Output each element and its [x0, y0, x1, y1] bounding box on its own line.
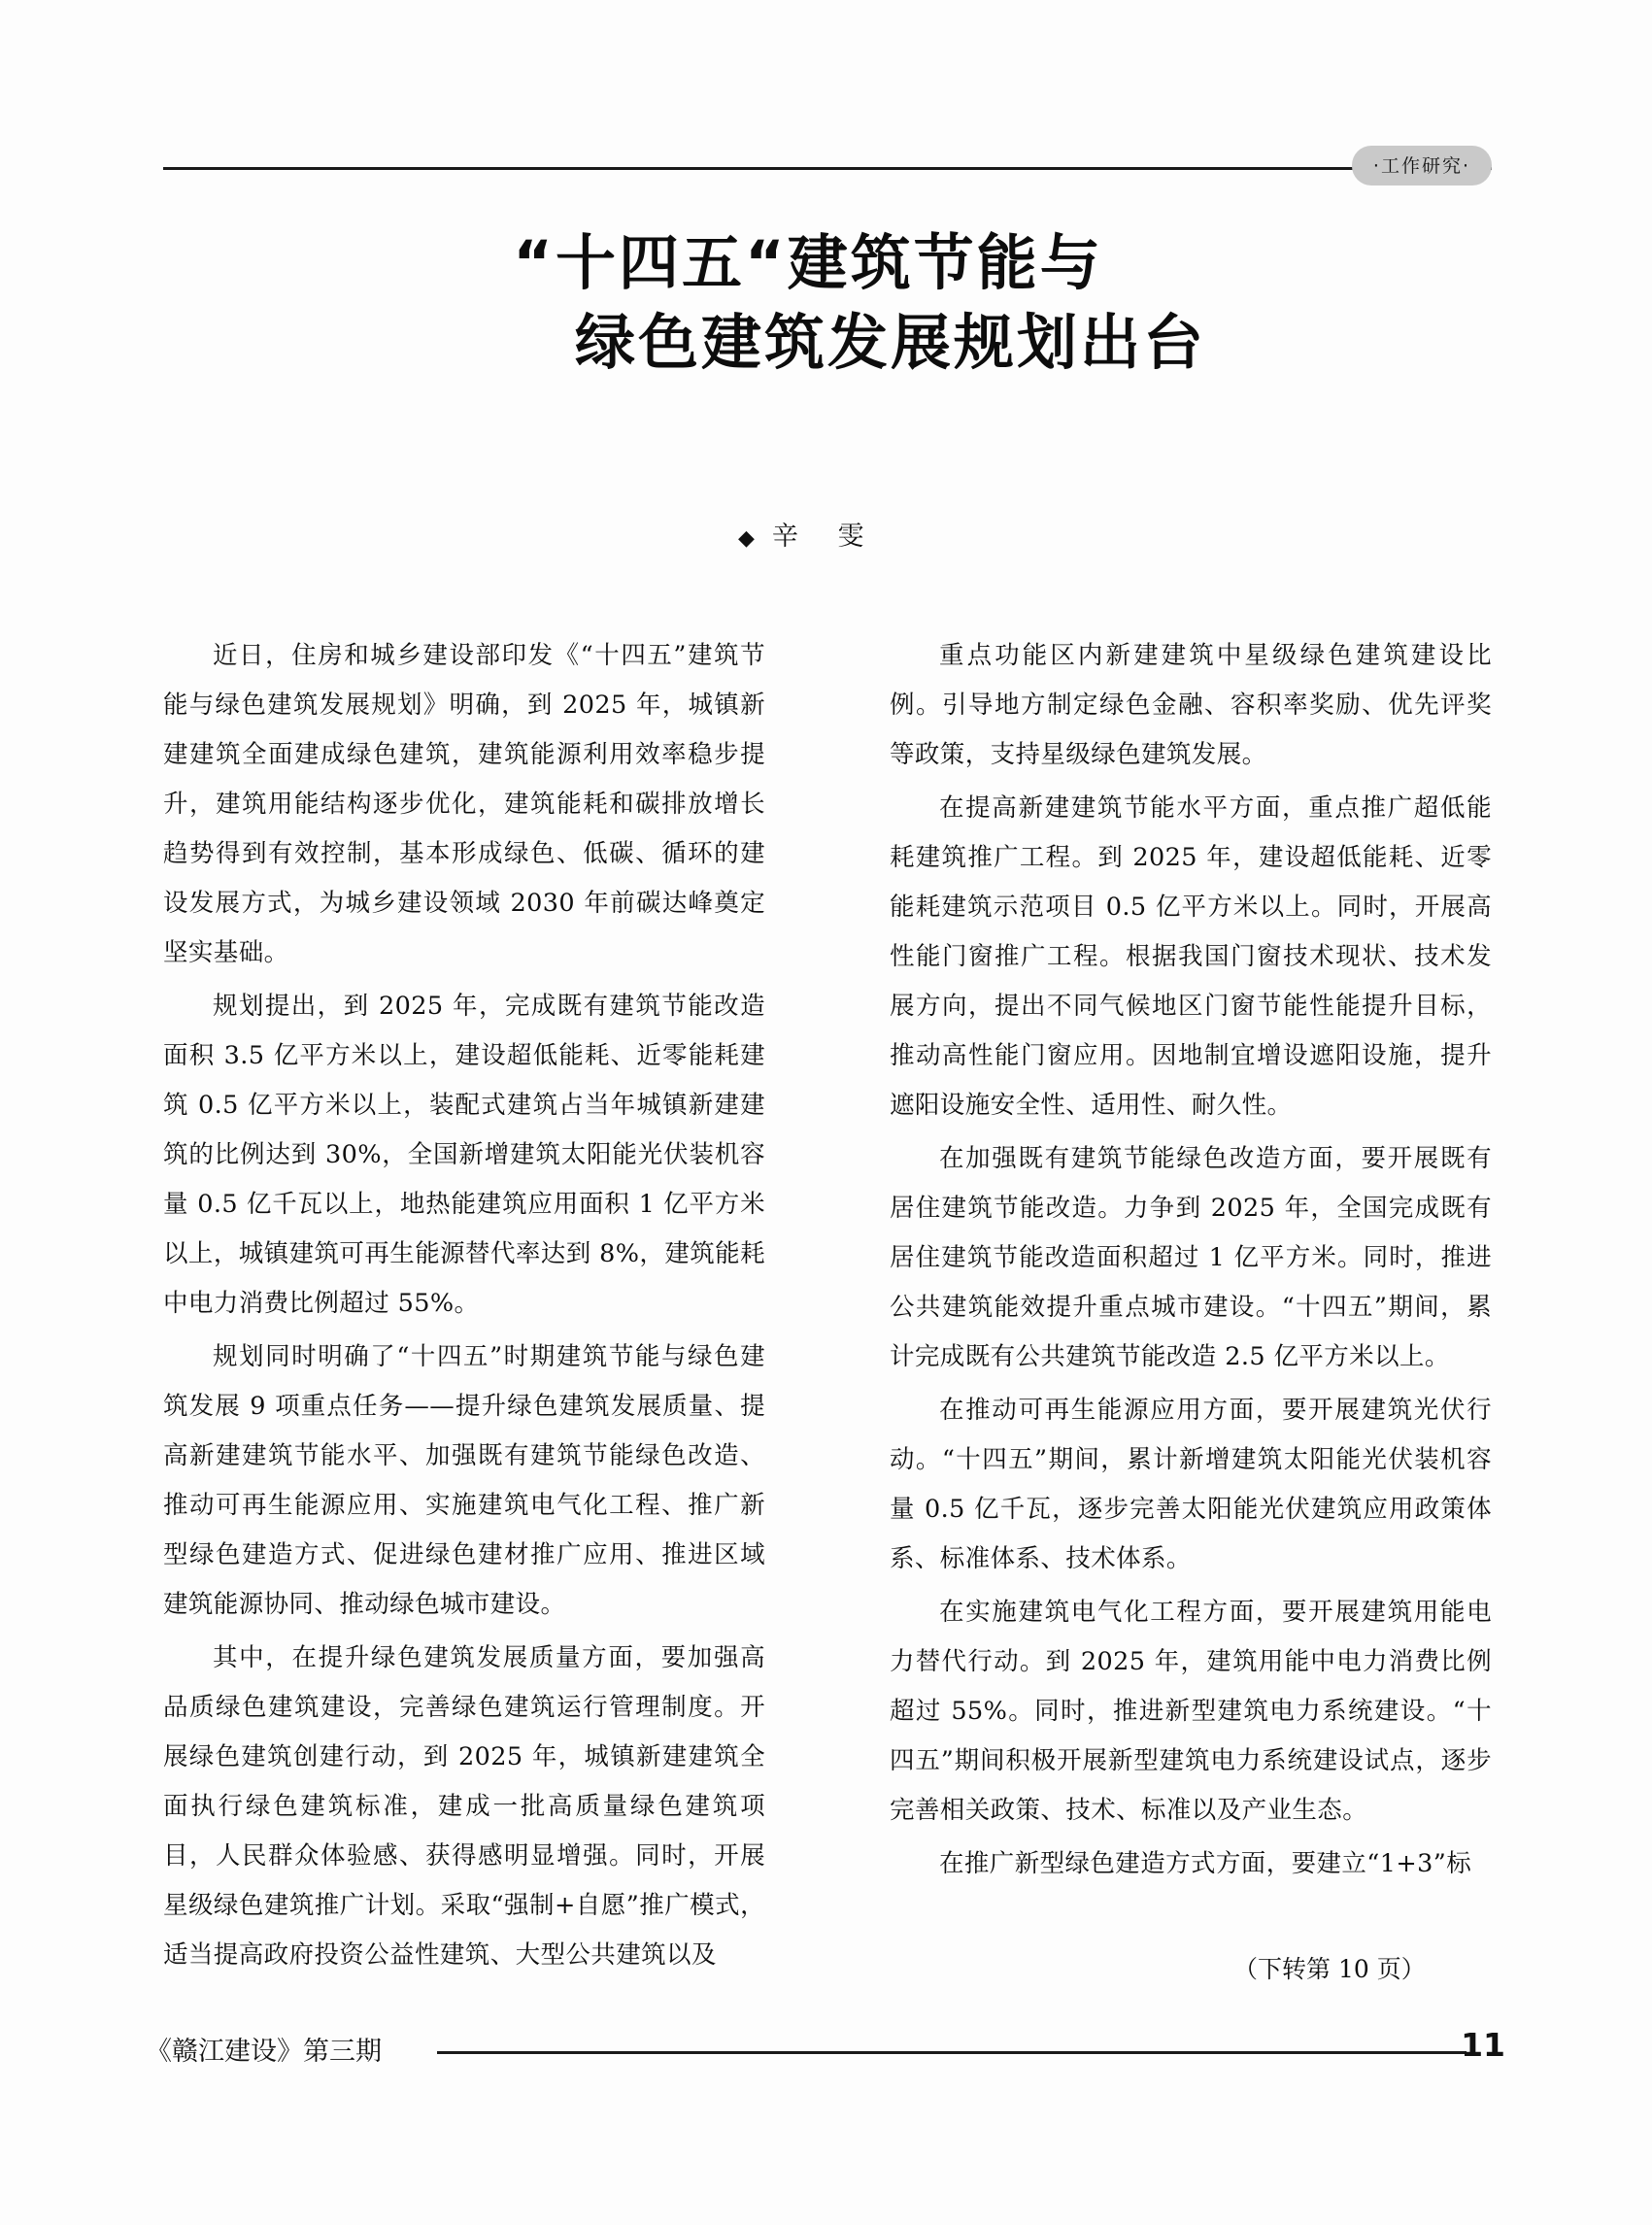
author-name: 辛 雯: [771, 522, 880, 552]
article-title: [163, 223, 1492, 383]
right-column: [890, 631, 1492, 1893]
continuation-note: （下转第 10 页）: [1233, 1955, 1426, 1983]
title-line-2: 绿色建筑发展规划出台: [574, 306, 1206, 378]
paragraph: 在实施建筑电气化工程方面，要开展建筑用能电力替代行动。到 2025 年，建筑用能中电力消费比例超过 55%。同时，推进新型建筑电力系统建设。“十四五”期间积极开展新型建筑电力系统建设试点，逐步完善相关政策、技术、标准以及产业生态。: [890, 1598, 1492, 1825]
publication-name: 《赣江建设》第三期: [146, 2037, 382, 2067]
diamond-icon: ◆: [738, 526, 760, 551]
left-column: [163, 631, 765, 1984]
paragraph: 规划同时明确了“十四五”时期建筑节能与绿色建筑发展 9 项重点任务——提升绿色建筑发展质量、提高新建建筑节能水平、加强既有建筑节能绿色改造、推动可再生能源应用、实施建筑电气化工程、推广新型绿色建造方式、促进绿色建材推广应用、推进区域建筑能源协同、推动绿色城市建设。: [163, 1342, 765, 1619]
paragraph: 在提高新建建筑节能水平方面，重点推广超低能耗建筑推广工程。到 2025 年，建设超低能耗、近零能耗建筑示范项目 0.5 亿平方米以上。同时，开展高性能门窗推广工程。根据我国门窗技术现状、技术发展方向，提出不同气候地区门窗节能性能提升目标，推动高性能门窗应用。因地制宜增设遮阳设施，提升遮阳设施安全性、适用性、耐久性。: [890, 793, 1492, 1120]
paragraph: 在推广新型绿色建造方式方面，要建立“1+3”标: [939, 1849, 1472, 1878]
paragraph: 其中，在提升绿色建筑发展质量方面，要加强高品质绿色建筑建设，完善绿色建筑运行管理制度。开展绿色建筑创建行动，到 2025 年，城镇新建建筑全面执行绿色建筑标准，建成一批高质量绿色建筑项目，人民群众体验感、获得感明显增强。同时，开展星级绿色建筑推广计划。采取“强制+自愿”推广模式，适当提高政府投资公益性建筑、大型公共建筑以及: [163, 1643, 765, 1970]
paragraph: 规划提出，到 2025 年，完成既有建筑节能改造面积 3.5 亿平方米以上，建设超低能耗、近零能耗建筑 0.5 亿平方米以上，装配式建筑占当年城镇新建建筑的比例达到 30%，全国新增建筑太阳能光伏装机容量 0.5 亿千瓦以上，地热能建筑应用面积 1 亿平方米以上，城镇建筑可再生能源替代率达到 8%，建筑能耗中电力消费比例超过 55%。: [163, 992, 765, 1318]
paragraph: 在推动可再生能源应用方面，要开展建筑光伏行动。“十四五”期间，累计新增建筑太阳能光伏装机容量 0.5 亿千瓦，逐步完善太阳能光伏建筑应用政策体系、标准体系、技术体系。: [890, 1396, 1492, 1573]
title-line-1: “十四五“建筑节能与: [513, 227, 1103, 298]
paragraph: 近日，住房和城乡建设部印发《“十四五”建筑节能与绿色建筑发展规划》明确，到 2025 年，城镇新建建筑全面建成绿色建筑，建筑能源利用效率稳步提升，建筑用能结构逐步优化，建筑能耗和碳排放增长趋势得到有效控制，基本形成绿色、低碳、循环的建设发展方式，为城乡建设领域 2030 年前碳达峰奠定坚实基础。: [163, 641, 765, 967]
page-number: 11: [1461, 2026, 1505, 2064]
paragraph: 在加强既有建筑节能绿色改造方面，要开展既有居住建筑节能改造。力争到 2025 年，全国完成既有居住建筑节能改造面积超过 1 亿平方米。同时，推进公共建筑能效提升重点城市建设。“十四五”期间，累计完成既有公共建筑节能改造 2.5 亿平方米以上。: [890, 1144, 1492, 1371]
header-divider: [163, 167, 1492, 170]
page-footer: [146, 2026, 1505, 2078]
paragraph: 重点功能区内新建建筑中星级绿色建筑建设比例。引导地方制定绿色金融、容积率奖励、优先评奖等政策，支持星级绿色建筑发展。: [890, 641, 1492, 769]
byline: [738, 515, 880, 553]
section-tag: ·工作研究·: [1352, 146, 1492, 185]
footer-divider: [437, 2051, 1467, 2054]
page-header: [163, 146, 1492, 185]
article-body: [163, 631, 1492, 1991]
